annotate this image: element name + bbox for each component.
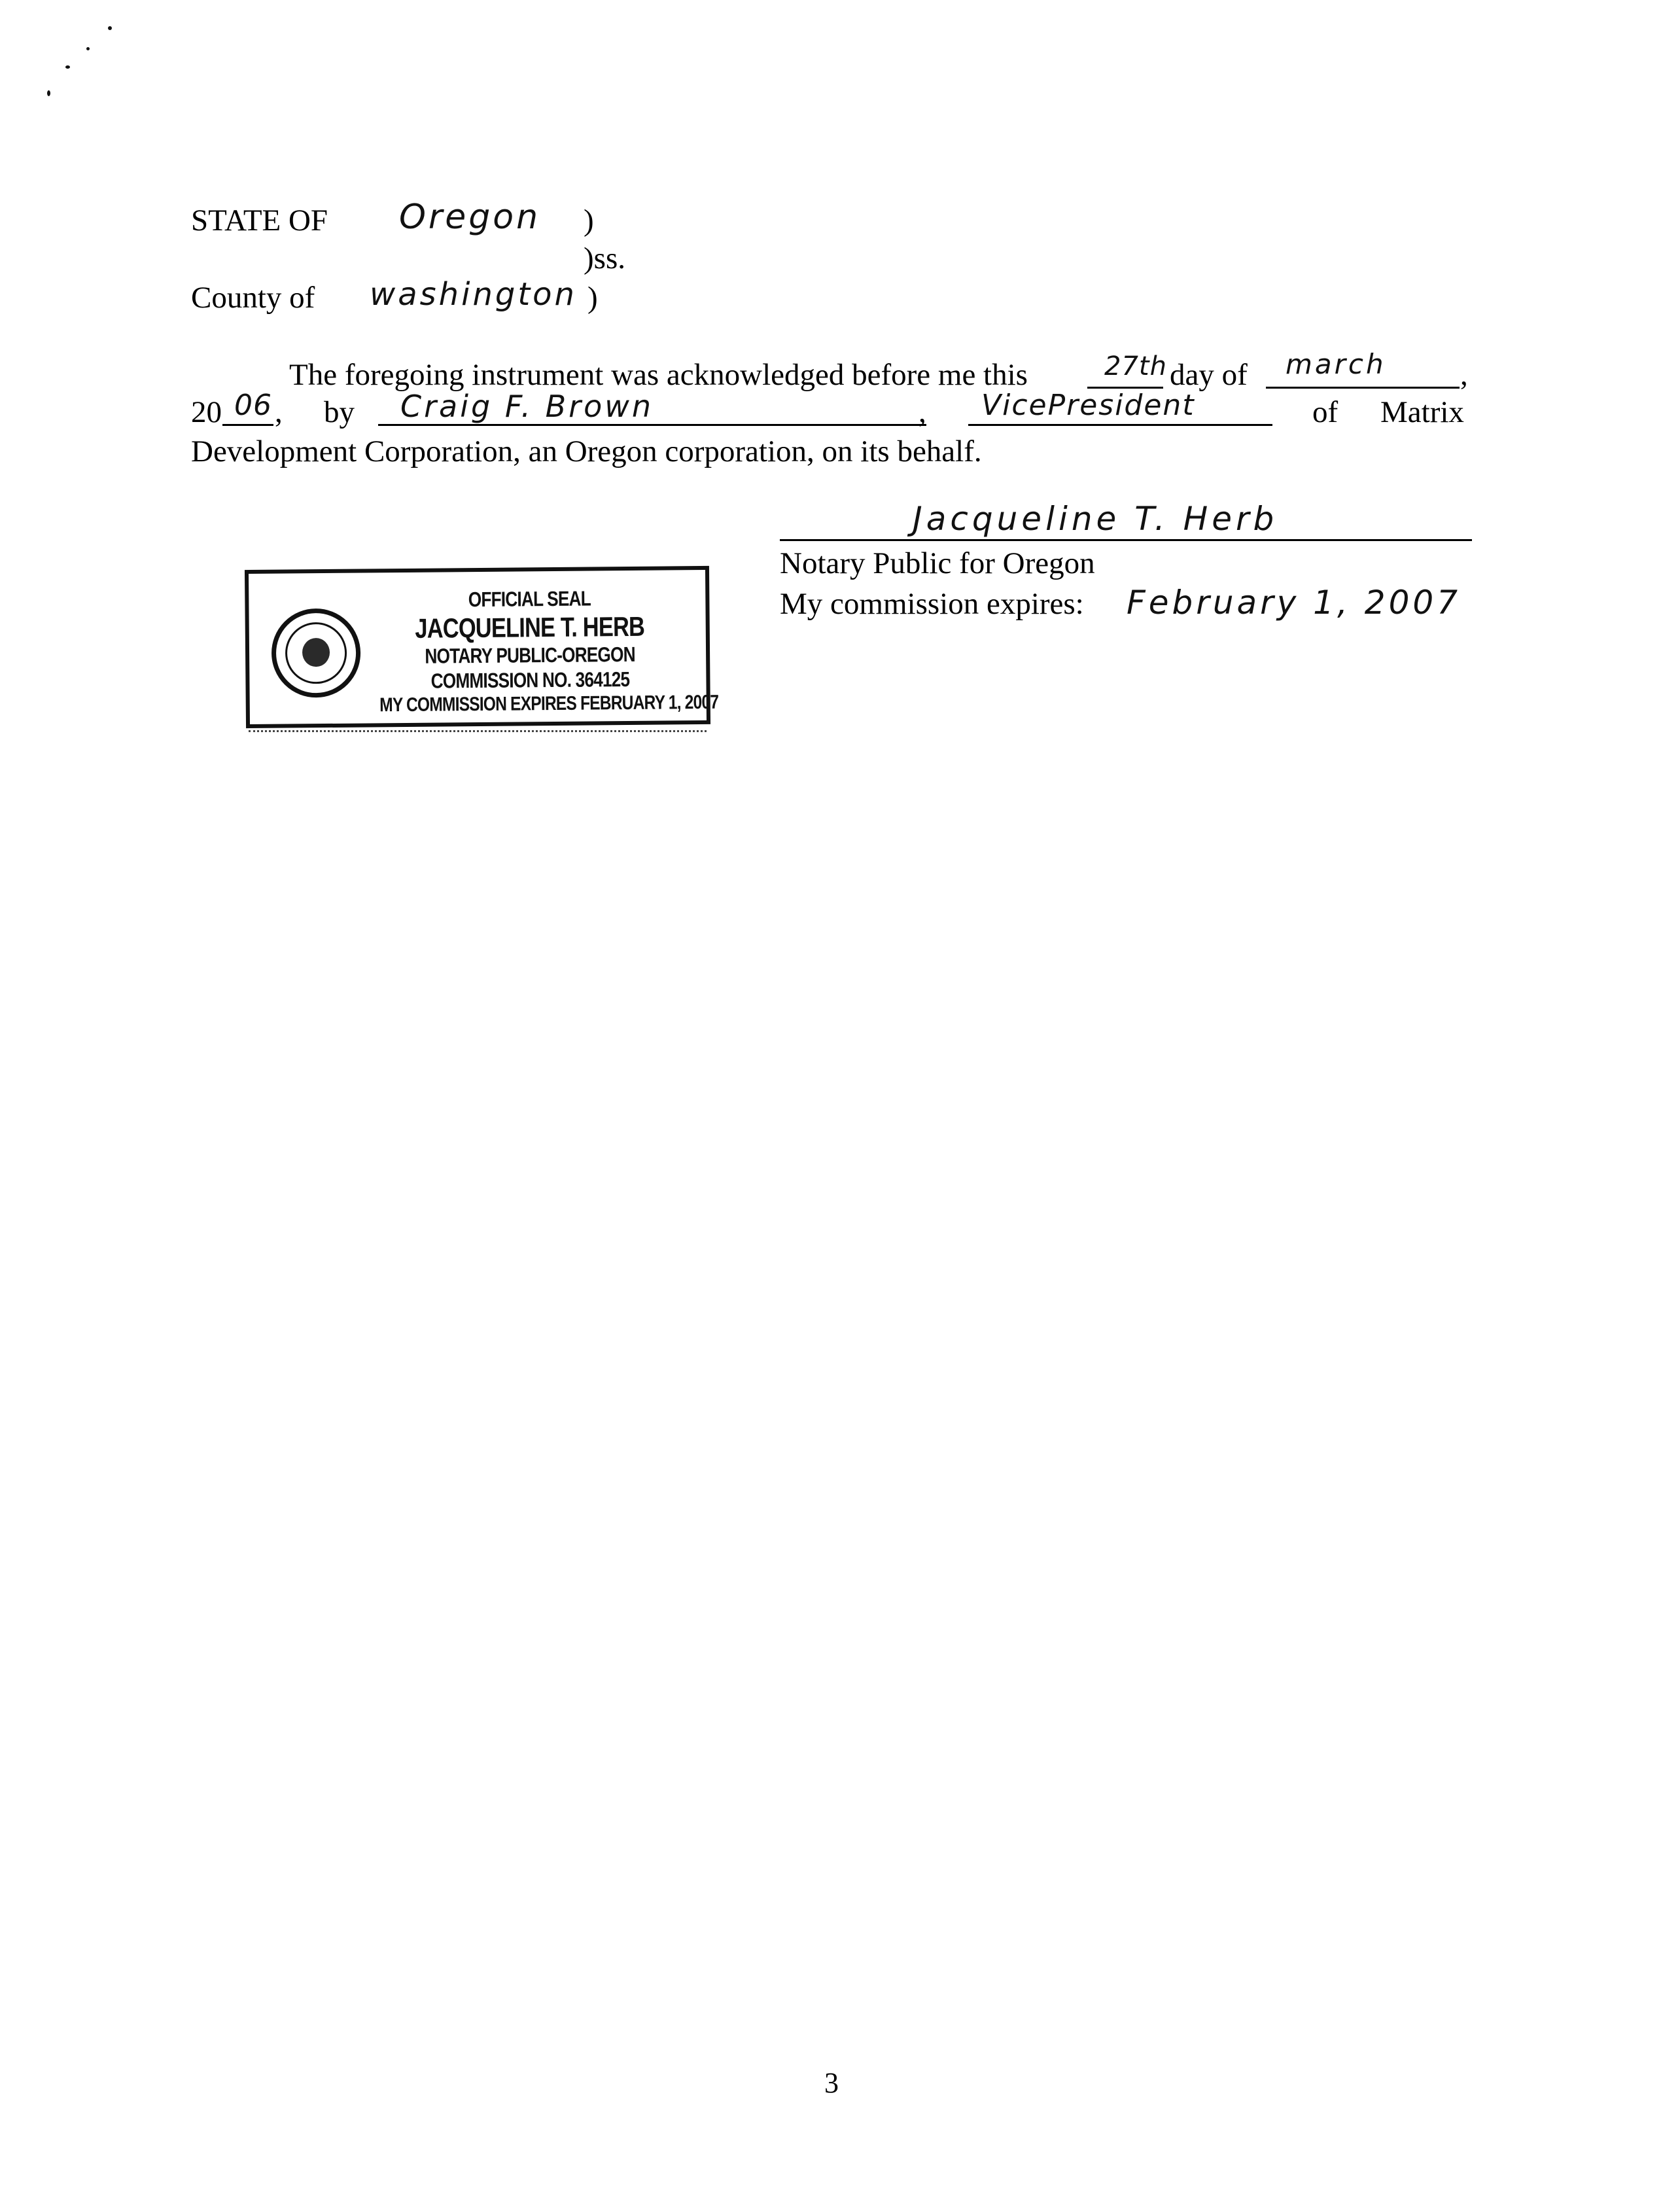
stamp-commission-number: COMMISSION NO. 364125 [430, 667, 630, 693]
county-paren: ) [587, 281, 598, 315]
month-underline [1266, 387, 1460, 389]
by-label: by [324, 395, 355, 429]
stamp-title: OFFICIAL SEAL [468, 586, 591, 612]
name-comma: , [919, 395, 926, 429]
notary-label: Notary Public for Oregon [780, 546, 1095, 580]
matrix-word: Matrix [1380, 395, 1464, 429]
commission-handwritten: February 1, 2007 [1127, 584, 1461, 622]
month-handwritten: march [1286, 348, 1386, 380]
year-suffix: , [275, 395, 283, 429]
state-seal-icon [271, 608, 360, 698]
county-label: County of [191, 281, 315, 315]
signer-name-handwritten: Craig F. Brown [400, 389, 654, 424]
day-handwritten: 27th [1104, 351, 1167, 381]
signer-name-underline [378, 424, 926, 426]
stamp-expiration: MY COMMISSION EXPIRES FEBRUARY 1, 2007 [379, 691, 719, 716]
scan-speck [108, 26, 112, 30]
line1-comma: , [1460, 358, 1468, 392]
scan-speck [47, 90, 50, 96]
year-prefix: 20 [191, 395, 222, 429]
day-label: day of [1170, 358, 1248, 392]
ss-label: )ss. [584, 241, 625, 275]
stamp-underline [249, 730, 707, 732]
county-handwritten: washington [370, 276, 577, 313]
stamp-notary-title: NOTARY PUBLIC-OREGON [425, 642, 635, 668]
year-handwritten: 06 [234, 389, 272, 422]
official-seal-stamp [245, 566, 719, 728]
scan-speck [86, 47, 90, 50]
signer-title-underline [968, 424, 1272, 426]
state-handwritten: Oregon [399, 198, 541, 237]
notary-signature: Jacqueline T. Herb [913, 500, 1278, 538]
year-underline [222, 424, 273, 426]
acknowledgment-text: The foregoing instrument was acknowledged before me this [289, 358, 1028, 392]
signer-title-handwritten: VicePresident [981, 389, 1195, 422]
signature-line [780, 539, 1472, 541]
acknowledgment-text-line3: Development Corporation, an Oregon corporation, on its behalf. [191, 434, 982, 468]
of-label: of [1312, 395, 1339, 429]
commission-label: My commission expires: [780, 587, 1084, 621]
state-label: STATE OF [191, 203, 328, 237]
page-number: 3 [824, 2067, 839, 2099]
stamp-notary-name: JACQUELINE T. HERB [415, 610, 645, 644]
scan-speck [65, 65, 70, 69]
state-paren: ) [584, 203, 594, 237]
